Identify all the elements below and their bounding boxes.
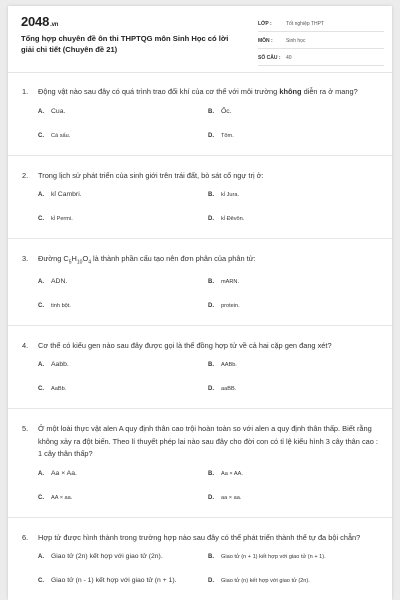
question-stem [22, 170, 378, 183]
option-letter: A. [38, 108, 44, 115]
option-letter: A. [38, 362, 44, 369]
option-letter: D. [208, 302, 214, 309]
document-title: Tổng hợp chuyên đề ôn thi THPTQG môn Sinh Học có lời giải chi tiết (Chuyên đề 21) [21, 34, 229, 54]
question-text-part: Động vật nào sau đây có quá trình trao đổi khí của cơ thể với môi trường [38, 87, 280, 96]
question-stem [22, 340, 378, 353]
option-c[interactable] [38, 493, 208, 517]
formula-subscript: 5 [68, 259, 72, 266]
option-letter: B. [208, 108, 214, 115]
meta-row-count [258, 51, 384, 66]
question-item [8, 72, 392, 156]
option-text: tinh bột. [51, 302, 71, 309]
option-text: Aa × Aa. [51, 469, 77, 477]
option-text: Cua. [51, 107, 66, 115]
option-text: Ốc. [221, 107, 232, 115]
question-item [8, 326, 392, 410]
question-text: Ở một loài thực vật alen A quy định thân cao trội hoàn toàn so với alen a quy định thân thấp. Biết rằng không xảy ra đột biến. Theo lí thuyết phép lai nào sau đây cho đời con có tỉ lệ kiểu hình 3 cây thân cao : 1 cây thân thấp? [38, 424, 378, 459]
option-c[interactable] [38, 384, 208, 408]
option-b[interactable] [208, 277, 378, 301]
formula-subscript: 4 [88, 259, 91, 266]
document-header [8, 6, 392, 73]
option-text: Giao tử (2n) kết hợp với giao tử (2n). [51, 553, 163, 561]
option-c[interactable] [38, 214, 208, 238]
option-d[interactable] [208, 493, 378, 517]
option-letter: C. [38, 578, 44, 585]
option-d[interactable] [208, 214, 378, 238]
option-letter: B. [208, 278, 214, 285]
option-text: kỉ Cambri. [51, 191, 82, 198]
question-item [8, 409, 392, 518]
question-number: 1. [22, 87, 29, 96]
question-stem [22, 253, 378, 269]
question-stem [22, 532, 378, 545]
question-text: Hợp tử được hình thành trong trường hợp nào sau đây có thể phát triển thành thể tự đa bội chẵn? [38, 532, 361, 542]
option-a[interactable] [38, 277, 208, 301]
answer-options [22, 360, 378, 408]
answer-options [22, 552, 378, 600]
question-stem [22, 423, 378, 461]
question-text: Trong lịch sử phát triển của sinh giới trên trái đất, bò sát cổ ngự trị ở: [38, 170, 264, 180]
option-b[interactable] [208, 469, 378, 493]
brand-suffix: .vn [50, 22, 59, 28]
option-text: AABb. [221, 362, 237, 369]
option-letter: B. [208, 362, 214, 369]
option-text: Cá sấu. [51, 132, 71, 139]
option-text: Giao tử (n + 1) kết hợp với giao tử (n + 1). [221, 554, 326, 561]
option-text: Tôm. [221, 132, 234, 139]
question-number: 4. [22, 340, 29, 350]
option-text: Aa × AA. [221, 470, 243, 477]
option-a[interactable] [38, 190, 208, 214]
question-item [8, 518, 392, 600]
formula-part: là thành phần cấu tạo nên đơn phân của phân tử: [90, 254, 256, 263]
option-text: AA × aa. [51, 494, 73, 501]
answer-options [22, 190, 378, 238]
option-d[interactable] [208, 301, 378, 325]
option-letter: D. [208, 132, 214, 139]
question-text [38, 253, 378, 269]
option-letter: C. [38, 216, 44, 222]
option-text: kỉ Permi. [51, 216, 73, 222]
document-page [8, 6, 392, 600]
option-b[interactable] [208, 190, 378, 214]
meta-row-class [258, 17, 384, 32]
option-text: aa × aa. [221, 494, 242, 501]
question-number: 6. [22, 532, 29, 542]
meta-info [258, 17, 384, 68]
question-stem [22, 86, 378, 99]
option-text: kỉ Jura. [221, 192, 240, 198]
formula-part: O [82, 254, 89, 263]
option-c[interactable] [38, 576, 208, 600]
option-d[interactable] [208, 131, 378, 155]
option-text: aaBB. [221, 386, 237, 393]
option-c[interactable] [38, 131, 208, 155]
option-letter: C. [38, 302, 44, 309]
brand-name: 2048 [21, 14, 50, 29]
option-letter: C. [38, 132, 44, 139]
option-letter: C. [38, 386, 44, 393]
question-item [8, 239, 392, 326]
option-d[interactable] [208, 576, 378, 600]
answer-options [22, 277, 378, 325]
question-emphasis: không [279, 87, 302, 96]
option-letter: D. [208, 386, 214, 393]
option-letter: B. [208, 192, 214, 198]
option-text: Aabb. [51, 361, 69, 369]
option-text: protein. [221, 302, 240, 309]
formula-part: Đường C [38, 254, 69, 263]
option-letter: B. [208, 554, 214, 561]
option-b[interactable] [208, 360, 378, 384]
option-text: kỉ Đêvôn. [221, 216, 245, 222]
option-c[interactable] [38, 301, 208, 325]
meta-value: Tốt nghiệp THPT [286, 21, 324, 27]
option-a[interactable] [38, 360, 208, 384]
option-a[interactable] [38, 469, 208, 493]
option-text: Giao tử (n - 1) kết hợp với giao tử (n + 1). [51, 577, 177, 585]
option-a[interactable] [38, 107, 208, 131]
option-letter: D. [208, 494, 214, 501]
option-b[interactable] [208, 107, 378, 131]
meta-value: 40 [286, 55, 292, 61]
option-letter: A. [38, 470, 44, 477]
option-b[interactable] [208, 552, 378, 576]
meta-label: SỐ CÂU : [258, 55, 281, 61]
option-text: ADN. [51, 277, 68, 285]
option-a[interactable] [38, 552, 208, 576]
meta-row-subject [258, 34, 384, 49]
formula-part: H [71, 254, 77, 263]
answer-options [22, 107, 378, 155]
question-number: 5. [22, 424, 29, 434]
option-letter: A. [38, 278, 44, 285]
question-text: Cơ thể có kiểu gen nào sau đây được gọi là thể đồng hợp tử về cả hai cặp gen đang xét? [38, 340, 332, 350]
answer-options [22, 469, 378, 517]
option-letter: D. [208, 216, 214, 222]
option-d[interactable] [208, 384, 378, 408]
option-letter: A. [38, 554, 44, 561]
option-letter: C. [38, 494, 44, 501]
meta-label: MÔN : [258, 38, 273, 44]
option-text: Giao tử (n) kết hợp với giao tử (2n). [221, 578, 310, 585]
option-text: AaBb. [51, 386, 67, 393]
option-text: mARN. [221, 278, 240, 285]
option-letter: B. [208, 470, 214, 477]
option-letter: D. [208, 578, 214, 585]
option-letter: A. [38, 192, 44, 198]
question-item [8, 156, 392, 240]
question-number: 2. [22, 170, 29, 180]
question-text [38, 86, 378, 99]
question-number: 3. [22, 254, 29, 263]
question-list [8, 72, 392, 600]
brand-logo[interactable] [21, 14, 58, 29]
meta-value: Sinh học [286, 38, 306, 44]
formula-subscript: 10 [76, 259, 83, 266]
question-text-part: diễn ra ở mang? [301, 87, 358, 96]
meta-label: LỚP : [258, 21, 272, 27]
